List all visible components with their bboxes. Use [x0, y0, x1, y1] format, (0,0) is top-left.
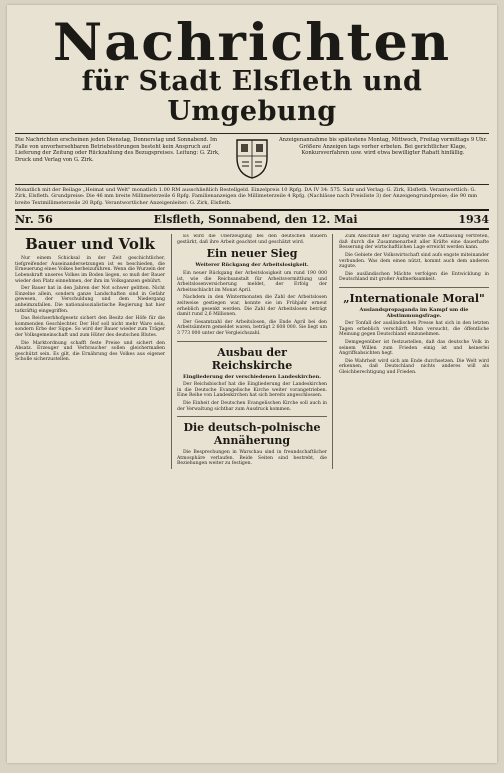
- article-paragraph: Der Reichsbischof hat die Eingliederung der Landeskirchen in die Deutsche Evangelische Kirche weiter vorangetrieben. Eine Reihe von Landeskirchen hat sich bereits angeschlossen.: [177, 382, 327, 399]
- article-paragraph: Der Bauer hat in den Jahren der Not schwer gelitten. Nicht Einzelne allein, sondern ganze Landschaften sind in Gefahr gewesen, der Verschuldung und dem Niedergang anheimzufallen. Die nationalsozialistische Regierung hat hier tatkräftig eingegriffen.: [15, 286, 165, 314]
- issue-number: Nr. 56: [15, 213, 53, 227]
- article-paragraph: Die Gebiete der Volkswirtschaft sind aufs engste miteinander verbunden. Was dem einen nützt, kommt auch dem anderen zugute.: [339, 253, 489, 270]
- issue-date: Elsfleth, Sonnabend, den 12. Mai: [153, 213, 358, 227]
- column-right: [339, 234, 489, 469]
- article-paragraph: Die Einheit der Deutschen Evangelischen Kirche soll auch in der Verwaltung sichtbar zum Ausdruck kommen.: [177, 400, 327, 412]
- divider: [177, 341, 327, 342]
- article-paragraph: Nachdem in den Wintermonaten die Zahl der Arbeitslosen zeitweise gestiegen war, konnte sie im Frühjahr erneut erheblich gesenkt werden. Die Zahl der Arbeitslosen beträgt damit rund 2,6 Millionen.: [177, 295, 327, 318]
- column-left: [15, 234, 165, 469]
- dateline: [15, 209, 489, 230]
- article-headline: Bauer und Volk: [25, 235, 155, 254]
- column-middle: [171, 234, 333, 469]
- publication-terms: Die Nachrichten erscheinen jeden Dienstag, Donnerstag und Sonnabend. Im Falle von unvorhersehbaren Betriebsstörungen besteht kein Anspruch auf Lieferung der Zeitung oder Rückzahlung des Bezugspreises. Leitung: G. Zirk, Druck und Verlag von G. Zirk.: [15, 137, 220, 163]
- article-deck: Auslandspropaganda im Kampf um die Abstimmungsfrage.: [359, 306, 469, 319]
- article-paragraph: Die Wahrheit wird sich am Ende durchsetzen. Die Welt wird erkennen, daß Deutschland nichts anderes will als Gleichberechtigung und Frieden.: [339, 358, 489, 375]
- article-paragraph: Die Besprechungen in Warschau sind in freundschaftlicher Atmosphäre verlaufen. Beide Seiten sind bestrebt, die Beziehungen weiter zu festigen.: [177, 450, 327, 467]
- article-deck: Weiterer Rückgang der Arbeitslosigkeit.: [195, 262, 309, 269]
- coat-of-arms-icon: [233, 136, 271, 180]
- divider: [177, 416, 327, 417]
- issue-year: 1934: [458, 213, 489, 227]
- article-headline: Die deutsch-polnische Annäherung: [183, 421, 321, 448]
- article-paragraph: Es wird die Überzeugung bei den deutschen Bauern gestärkt, daß ihre Arbeit geachtet und geschätzt wird.: [177, 234, 327, 245]
- article-paragraph: Zum Abschluß der Tagung wurde die Auffassung vertreten, daß durch die Zusammenarbeit aller Kräfte eine dauerhafte Besserung der wirtschaftlichen Lage erreicht werden kann.: [339, 234, 489, 251]
- article-paragraph: Der Gesamtzahl der Arbeitslosen, die Ende April bei den Arbeitsämtern gemeldet waren, beträgt 2 608 000. Sie liegt um 3 773 000 unter der Vergleichszahl.: [177, 319, 327, 336]
- divider: [339, 287, 489, 288]
- article-columns: [15, 234, 489, 469]
- article-paragraph: Das Reichserbhofgesetz sichert den Besitz der Höfe für die kommenden Geschlechter. Der Hof soll nicht mehr Ware sein, sondern Erbe der Sippe. So wird der Bauer wieder zum Träger der Volksgemeinschaft und zum Hüter des deutschen Blutes.: [15, 316, 165, 338]
- publication-info: [15, 133, 489, 180]
- article-paragraph: Demgegenüber ist festzustellen, daß das deutsche Volk in seinem Willen zum Frieden einig ist und keinerlei Angriffsabsichten hegt.: [339, 339, 489, 357]
- article-paragraph: Die ausländischen Mächte verfolgen die Entwicklung in Deutschland mit großer Aufmerksamkeit.: [339, 271, 489, 283]
- advertising-terms: Anzeigenannahme bis spätestens Montag, Mittwoch, Freitag vormittags 9 Uhr. Größere Anzeigen tags vorher erbeten. Bei gerichtlicher Klage, Konkursverfahren usw. wird etwa bewilligter Rabatt hinfällig.: [278, 137, 488, 157]
- article-paragraph: Der Tonfall der ausländischen Presse hat sich in den letzten Tagen erheblich verschärft. Man versucht, die öffentliche Meinung gegen Deutschland einzunehmen.: [339, 321, 489, 338]
- newspaper-title: Nachrichten: [52, 11, 452, 73]
- masthead: [7, 5, 497, 127]
- article-headline: „Internationale Moral": [343, 291, 485, 305]
- article-headline: Ausbau der Reichskirche: [211, 345, 293, 372]
- article-paragraph: Die Marktordnung schafft feste Preise und sichert den Absatz. Erzeuger und Verbraucher sollen gleichermaßen geschützt sein. Es gilt, die Ernährung des Volkes aus eigener Scholle sicherzustellen.: [15, 340, 165, 363]
- newspaper-page: [7, 5, 497, 763]
- newspaper-subtitle: für Stadt Elsfleth und Umgebung: [81, 66, 423, 127]
- article-paragraph: Nur einem Schicksal in der Zeit geschichtlicher, tiefgreifender Auseinandersetzungen ist es beschieden, die Erneuerung eines Volkes herbeizuführen. Wenn die Wurzeln der Lebenskraft unseres Volkes im Boden liegen, so muß der Bauer wieder den Platz einnehmen, der ihm im Volksganzen gebührt.: [15, 256, 165, 284]
- subscription-notice: Monatlich mit der Beilage „Heimat und Welt" monatlich 1.00 RM ausschließlich Bestellgeld. Einzelpreis 10 Rpfg. DA IV 34: 575. Satz und Verlag: G. Zirk, Elsfleth. Verantwortlich: G. Zirk, Elsfleth. Grundpreise: Die 46 mm breite Millimeterzeile 6 Rpfg. Familienanzeigen die Millimeterzeile 4 Rpfg. (Nachlässe nach Preisliste 3) der Anzeigengrundpreise; die 90 mm breite Textmillimeterzeile 20 Rpfg. Verantwortlicher Anzeigenleiter: G. Zirk, Elsfleth.: [15, 184, 489, 206]
- article-deck: Eingliederung der verschiedenen Landeskirchen.: [183, 373, 321, 380]
- article-headline: Ein neuer Sieg: [206, 247, 298, 261]
- article-paragraph: Ein neuer Rückgang der Arbeitslosigkeit um rund 190 000 ist, wie die Reichsanstalt für Arbeitsvermittlung und Arbeitslosenversicherung meldet, der Erfolg der Arbeitsschlacht im Monat April.: [177, 271, 327, 293]
